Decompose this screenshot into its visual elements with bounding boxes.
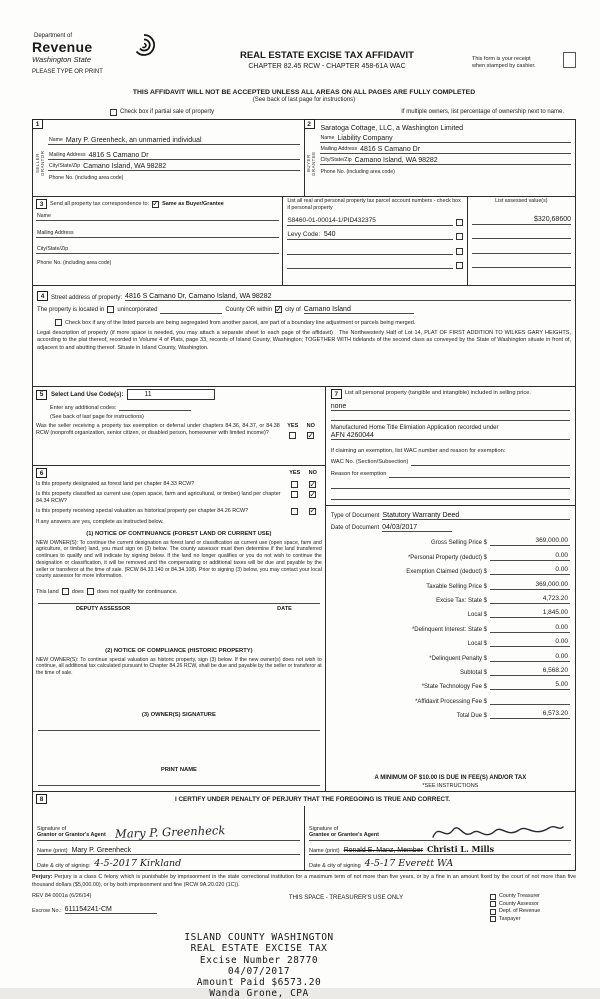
excise-line-value[interactable] — [490, 696, 570, 705]
escrow-number-value[interactable]: 611154241-CM — [65, 906, 157, 914]
stamp-date: 04/07/2017 — [227, 965, 291, 977]
excise-line-value[interactable]: 369,000.00 — [490, 581, 570, 590]
sale-details-section — [325, 386, 576, 792]
parcel-header-line1: List all real and personal property tax parcel — [287, 198, 391, 204]
forest-land-question: Is this property designated as forest land per chapter 84.33 RCW? — [36, 481, 195, 487]
section-7-number: 7 — [331, 389, 342, 399]
excise-line-label: *Delinquent Penalty $ — [429, 655, 487, 662]
excise-line — [331, 609, 570, 618]
excise-line-label: Exemption Claimed (deduct) $ — [406, 569, 487, 576]
parcel-numbers-column — [282, 197, 466, 285]
buyer-grantee-box — [304, 119, 577, 197]
excise-line — [331, 624, 570, 633]
section-3-number: 3 — [36, 199, 47, 209]
land-use-label: Select Land Use Code(s): — [51, 391, 124, 398]
grantee-name-struck: Ronald E. Manz, Member — [343, 847, 423, 854]
section-2-number: 2 — [304, 119, 315, 129]
form-title: REAL ESTATE EXCISE TAX AFFIDAVIT — [239, 50, 414, 61]
excise-line — [331, 595, 570, 604]
reason-blank-line2[interactable] — [331, 489, 570, 500]
q3-yes-checkbox[interactable] — [291, 508, 298, 515]
designation-section — [32, 465, 326, 792]
grantor-signature-label-line1: Signature of — [37, 825, 67, 832]
logo-agency-name: Revenue — [32, 39, 93, 55]
deputy-date-label: DATE — [277, 606, 292, 612]
minimum-fee-note: A MINIMUM OF $10.00 IS DUE IN FEE(S) AND/OR TAX — [374, 775, 527, 781]
exemption-intro: If claiming an exemption, list WAC number and reason for exemption: — [330, 448, 506, 454]
excise-line — [331, 667, 570, 676]
seller-address-value[interactable]: 4816 S Camano Dr — [88, 152, 149, 159]
owners-signature-line[interactable] — [38, 722, 320, 731]
assessed-value-2[interactable] — [472, 230, 571, 239]
grantor-signature-label-line2: Grantor or Grantor's Agent — [37, 832, 106, 839]
buyer-name-value-line1[interactable]: Saratoga Cottage, LLC, a Washington Limited — [320, 125, 464, 132]
form-revision-number: REV 84 0001a (6/26/14) — [32, 893, 92, 900]
corr-name-label: Name — [37, 213, 51, 219]
county-treasurer-checkbox[interactable] — [490, 894, 496, 900]
city-of-label: city of — [285, 306, 301, 313]
corr-csz-label: City/State/Zip — [37, 246, 69, 252]
section-1-number: 1 — [32, 119, 43, 129]
excise-line — [331, 552, 570, 561]
stamp-cashier-name: Wanda Grone, CPA — [209, 988, 309, 999]
perjury-notice — [32, 874, 576, 889]
land-use-code-value[interactable]: 11 — [127, 389, 215, 400]
q3-no-checkbox[interactable]: ✓ — [309, 506, 317, 515]
section-4-number: 4 — [37, 291, 48, 301]
seller-grantor-box — [32, 119, 305, 197]
certification-statement: I CERTIFY UNDER PENALTY OF PERJURY THAT THE FOREGOING IS TRUE AND CORRECT. — [175, 795, 450, 803]
grantee-date-city-label: Date & city of signing — [309, 863, 361, 869]
send-correspondence-label: Send all property tax correspondence to: — [50, 201, 150, 207]
levy-code-value: 540 — [323, 231, 336, 239]
mh-title-note-line2: AFN 4260044 — [330, 432, 374, 439]
grantor-signature[interactable]: Mary P. Greenheck — [114, 823, 226, 841]
land-does-checkbox[interactable] — [62, 588, 69, 595]
s5-no-checkbox[interactable]: ✓ — [307, 430, 315, 440]
excise-line — [331, 537, 570, 546]
parties-row — [32, 119, 576, 197]
additional-codes-field[interactable] — [119, 403, 191, 411]
dept-of-revenue-label: Dept. of Revenue — [499, 908, 541, 915]
deputy-assessor-signature-line[interactable] — [38, 595, 320, 604]
print-name-title: PRINT NAME — [160, 766, 197, 773]
corr-phone-label: Phone No. (including area code) — [37, 260, 112, 266]
receipt-note-line1: This form is your receipt — [472, 56, 531, 62]
grantor-date-city-label: Date & city of signing: — [37, 863, 91, 869]
reason-blank-line1[interactable] — [331, 478, 570, 489]
excise-line-value[interactable]: 369,000.00 — [490, 537, 570, 546]
county-blank-field[interactable] — [160, 306, 222, 314]
stamp-tax-line: REAL ESTATE EXCISE TAX — [190, 943, 328, 955]
grantor-signature-column — [33, 806, 304, 870]
parcel-2-personal-checkbox[interactable] — [456, 233, 463, 240]
grantor-name-print-label: Name (print) — [37, 848, 68, 854]
seller-name-label: Name — [49, 137, 63, 143]
excise-line-label: Local $ — [467, 612, 487, 619]
receipt-note — [472, 33, 576, 87]
footer-row — [32, 893, 576, 923]
legal-description-text[interactable]: The Northwesterly Half of Lot 14, PLAT OF FIRST ADDITION TO WILKES GARY HEIGHTS, according to the plat thereof, recorded in Volume 4 of Plats, page 33, records of Island County, Washington; TOGETHER WITH tidelands of the second class as conveyed by the State of Washington situate in front of, adjacent to and abutting thereof. Situate in Island County, Washington. — [37, 330, 571, 351]
partial-sale-checkbox[interactable] — [110, 109, 117, 116]
excise-line-value[interactable]: 6,573.20 — [490, 710, 570, 719]
excise-line-value[interactable]: 0.00 — [490, 552, 570, 561]
form-header — [32, 33, 576, 87]
q2-no-checkbox[interactable]: ✓ — [309, 489, 317, 499]
doc-type-value[interactable]: Statutory Warranty Deed — [382, 512, 570, 520]
levy-code-row[interactable] — [287, 231, 452, 240]
receipt-note-line2: when stamped by cashier. — [472, 63, 536, 70]
please-type-or-print: PLEASE TYPE OR PRINT — [32, 69, 103, 75]
stamp-excise-number: Excise Number 28770 — [199, 954, 319, 966]
excise-line-value[interactable]: 0.00 — [490, 566, 570, 575]
parcel-1-personal-checkbox[interactable] — [456, 219, 463, 226]
section-6-number: 6 — [36, 468, 47, 478]
grantee-name-print-label: Name (print) — [309, 848, 340, 854]
escrow-number-label: Escrow No.: — [32, 908, 62, 915]
form-chapters: CHAPTER 82.45 RCW - CHAPTER 458-61A WAC — [248, 63, 406, 70]
section-5-number: 5 — [36, 390, 47, 400]
street-address-value[interactable]: 4816 S Camano Dr, Camano Island, WA 98282 — [125, 293, 571, 301]
partial-sale-label: Check box if partial sale of property — [120, 109, 215, 115]
buyer-side-word-1: BUYER — [306, 154, 311, 173]
excise-line-label: Gross Selling Price $ — [430, 540, 487, 547]
seller-name-value[interactable]: Mary P. Greenheck, an unmarried individual — [65, 137, 202, 144]
assessed-value-1[interactable]: $320,68600 — [472, 216, 571, 225]
excise-line-label: Total Due $ — [456, 713, 487, 720]
excise-line-value[interactable]: 1,845.00 — [490, 609, 570, 618]
segregated-checkbox[interactable] — [55, 319, 62, 326]
parcel-4-personal-checkbox[interactable] — [456, 262, 463, 269]
excise-line-label: *Personal Property (deduct) $ — [407, 554, 487, 561]
excise-line-value[interactable]: 0.00 — [490, 653, 570, 662]
buyer-name-label: Name — [320, 135, 335, 141]
current-use-question: Is this property classified as current use (open space, farm and agricultural, or timber) land per chapter 84.34 RCW? — [36, 491, 281, 504]
excise-line — [331, 566, 570, 575]
land-use-section — [32, 386, 326, 466]
buyer-csz-value[interactable]: Camano Island, WA 98282 — [354, 157, 438, 164]
excise-line-value[interactable]: 5.00 — [490, 681, 570, 690]
q1-no-checkbox[interactable]: ✓ — [309, 479, 317, 489]
multiple-owners-note: If multiple owners, list percentage of ownership next to name. — [401, 109, 564, 115]
s6-yes-header: YES — [289, 470, 301, 476]
tax-correspondence-section — [32, 196, 576, 286]
excise-line-value[interactable]: 0.00 — [490, 624, 570, 633]
excise-line-label: *Affidavit Processing Fee $ — [415, 698, 487, 705]
segregated-label: Check box if any of the listed parcels are being segregated from another parcel, are part of a boundary line adjustment or parcels being merged. — [65, 319, 416, 326]
q2-yes-checkbox[interactable] — [291, 491, 298, 498]
mh-title-note-line1: Manufactured Home Title Elimiation Application recorded under — [330, 425, 499, 431]
taxpayer-checkbox[interactable] — [490, 916, 496, 922]
buyer-phone-label: Phone No. (including area code) — [320, 169, 395, 175]
additional-codes-label: Enter any additional codes: — [50, 405, 117, 411]
footer-left — [32, 893, 202, 923]
logo-dept-line: Department of — [34, 33, 73, 39]
legal-description — [37, 330, 571, 352]
seller-phone-label: Phone No. (including area code) — [49, 175, 124, 181]
deputy-assessor-label: DEPUTY ASSESSOR — [76, 606, 131, 612]
grantee-signature-label-line1: Signature of — [309, 825, 339, 832]
wac-label: WAC No. (Section/Subsection) — [330, 459, 409, 465]
does-not-label: does not qualify for continuance. — [96, 588, 178, 595]
right-column — [325, 386, 576, 792]
perjury-label: Perjury: — [32, 874, 53, 880]
assessed-values-header: List assessed value(s) — [495, 198, 548, 204]
parcel-number-4[interactable] — [287, 260, 452, 269]
notice-compliance-title: (2) NOTICE OF COMPLIANCE (HISTORIC PROPERTY) — [105, 647, 253, 654]
s5-no-header: NO — [306, 423, 315, 429]
land-does-not-checkbox[interactable] — [87, 588, 94, 595]
buyer-side-label — [306, 133, 317, 194]
does-label: does — [71, 588, 84, 595]
grantee-date-city-value[interactable]: 4-5-17 Everett WA — [364, 858, 454, 869]
dept-of-revenue-checkbox[interactable] — [490, 909, 496, 915]
historic-property-question: Is this property receiving special valuation as historical property per chapter 84.26 RCW? — [36, 507, 249, 514]
excise-line — [331, 696, 570, 705]
treasurers-use-note: THIS SPACE - TREASURER'S USE ONLY — [288, 895, 404, 902]
title-block — [182, 33, 472, 87]
county-or-within-label: County OR within — [225, 306, 273, 313]
dor-logo — [32, 33, 182, 87]
print-name-line[interactable] — [38, 777, 320, 786]
q1-yes-checkbox[interactable] — [291, 481, 298, 488]
acceptance-warning: THIS AFFIDAVIT WILL NOT BE ACCEPTED UNLESS ALL AREAS ON ALL PAGES ARE FULLY COMPLETED — [132, 89, 476, 96]
grantee-signature-column — [304, 806, 575, 870]
buyer-csz-label: City/State/Zip — [320, 157, 352, 163]
stamp-county-line: ISLAND COUNTY WASHINGTON — [184, 932, 334, 944]
county-assessor-checkbox[interactable] — [490, 901, 496, 907]
excise-line — [331, 638, 570, 647]
assessed-values-column — [467, 197, 575, 285]
document-divider — [326, 505, 575, 506]
unincorporated-checkbox[interactable] — [107, 306, 114, 313]
excise-line-label: *State Technology Fee $ — [421, 684, 487, 691]
grantor-date-city-value[interactable]: 4-5-2017 Kirkland — [94, 858, 182, 869]
parcel-header-line2: account numbers - check box if personal property — [287, 198, 461, 211]
s6-no-header: NO — [308, 470, 317, 476]
excise-line — [331, 581, 570, 590]
excise-line-value[interactable]: 0.00 — [490, 638, 570, 647]
county-treasurer-label: County Treasurer — [499, 893, 540, 900]
legal-description-intro: Legal description of property (if more space is needed, you may attach a separate sheet to each page of the affidavit) — [37, 330, 333, 336]
parcel-3-personal-checkbox[interactable] — [456, 248, 463, 255]
same-as-buyer-checkbox[interactable]: ✓ — [152, 199, 159, 208]
exemption-deferral-question: Was the seller receiving a property tax exemption or deferral under chapters 84.36, 84.37, or 84.38 RCW (nonprofit organization, senior citizen, or disabled person, homeowner with limited income)? — [36, 423, 280, 437]
notice-continuance-title: (1) NOTICE OF CONTINUANCE (FOREST LAND OR CURRENT USE) — [86, 530, 272, 537]
reason-label: Reason for exemption — [330, 471, 387, 477]
left-column — [32, 386, 326, 792]
if-yes-note: If any answers are yes, complete as instructed below. — [36, 518, 164, 525]
see-instructions-note: *SEE INSTRUCTIONS — [422, 783, 479, 789]
owners-signature-title: (3) OWNER(S) SIGNATURE — [141, 712, 216, 719]
excise-line-label: Taxable Selling Price $ — [426, 583, 487, 590]
seller-csz-value[interactable]: Camano Island, WA 98282 — [83, 163, 167, 170]
notice-continuance-text: NEW OWNER(S): To continue the current designation as forest land or classification as current use (open space, farm and agriculture, or timber) land, you must sign on (3) below. The county assessor must then determine if the land transferred continues to qualify and will indicate by signing below. If the land no longer qualifies or you do not wish to continue the designation or classification, it will be removed and the compensating or additional taxes will be due and payable by the seller or transferor at the time of sale. (RCW 84.33.140 or 84.34.108). Prior to signing (3) below, you may contact your local county assessor for more information. — [36, 539, 322, 580]
distribution-list — [490, 893, 576, 923]
buyer-side-word-2: GRANTEE — [311, 151, 317, 176]
personal-property-value[interactable]: none — [330, 403, 347, 410]
buyer-address-value[interactable]: 4816 S Camano Dr — [360, 146, 421, 153]
doc-date-label: Date of Document — [330, 525, 380, 531]
treasurer-stamp — [32, 932, 486, 999]
levy-code-label: Levy Code: — [287, 231, 321, 239]
stamp-amount-paid: Amount Paid $6573.20 — [196, 976, 322, 988]
excise-line-label: *Delinquent Interest: State $ — [411, 626, 487, 633]
grantee-signature[interactable] — [427, 821, 567, 843]
corr-address-label: Mailing Address — [37, 230, 74, 236]
parcel-number-3[interactable] — [287, 246, 452, 255]
assessed-value-4[interactable] — [472, 259, 571, 268]
grantee-signature-label-line2: Grantee or Grantee's Agent — [309, 832, 379, 839]
seller-side-word-1: SELLER — [34, 153, 40, 174]
correspondence-column — [33, 197, 282, 285]
buyer-name-value-line2[interactable]: Liability Company — [337, 135, 393, 142]
cashier-stamp-box — [563, 52, 576, 68]
seller-csz-label: City/State/Zip — [49, 163, 81, 169]
certification-section — [32, 791, 576, 871]
this-land-label: This land — [36, 588, 59, 595]
taxpayer-label: Taxpayer — [499, 915, 521, 922]
property-location-section — [32, 285, 576, 387]
personal-property-label: List all personal property (tangible and intangible) included in selling price. — [344, 390, 531, 396]
notice-compliance-text: NEW OWNER(S): To continue special valuation as historic property, sign (3) below. If the new owner(s) does not wish to continue, all additional tax calculated pursuant to Chapter 84.26 RCW, shall be due and payable by the seller or transferor at the time of sale. — [36, 656, 322, 677]
county-assessor-label: County Assessor — [499, 900, 539, 907]
excise-line-value[interactable]: 6,568.20 — [490, 667, 570, 676]
seller-address-label: Mailing Address — [49, 152, 86, 158]
grantee-name-handwritten[interactable]: Christi L. Mills — [426, 844, 495, 854]
excise-line-label: Local $ — [467, 641, 487, 648]
middle-sections-row — [32, 386, 576, 792]
personal-property-blank-line[interactable] — [331, 411, 570, 421]
excise-line — [331, 710, 570, 719]
parcel-number-1[interactable]: S8460-01-00014-1/PID432375 — [287, 217, 452, 226]
excise-line — [331, 681, 570, 690]
doc-date-value[interactable]: 04/03/2017 — [382, 524, 452, 532]
section-8-number: 8 — [36, 794, 47, 804]
excise-line-label: Subtotal $ — [459, 669, 487, 676]
excise-line-label: Excise Tax: State $ — [436, 597, 487, 604]
city-value[interactable]: Camano Island — [304, 306, 414, 314]
perjury-text: Perjury is a class C felony which is punishable by imprisonment in the state correctional institution for a maximum term of not more than five years, or by a fine in an amount fixed by the court of not more than five thousand dollars ($5,000.00), or by both imprisonment and fine (RCW 9A.20.020 (1C)). — [32, 874, 576, 888]
logo-state-line: Washington State — [32, 55, 92, 64]
dor-swirl-icon — [132, 33, 156, 57]
grantor-name-print-value[interactable]: Mary P. Greenheck — [71, 847, 131, 854]
unincorporated-label: unincorporated — [117, 306, 158, 313]
see-back-note: (See back of last page for instructions) — [252, 97, 356, 103]
see-back-instructions: (See back of last page for instructions) — [50, 414, 144, 420]
excise-line — [331, 653, 570, 662]
street-address-label: Street address of property: — [51, 295, 123, 301]
assessed-value-3[interactable] — [472, 245, 571, 254]
intro-row — [32, 107, 576, 117]
s5-yes-header: YES — [287, 423, 299, 429]
buyer-address-label: Mailing Address — [320, 146, 358, 152]
seller-side-label — [35, 133, 46, 194]
located-in-label: The property is located in — [37, 306, 105, 313]
doc-type-label: Type of Document — [330, 513, 380, 519]
s5-yes-checkbox[interactable] — [289, 432, 296, 439]
same-as-buyer-label: Same as Buyer/Grantee — [162, 201, 224, 207]
city-checkbox[interactable]: ✓ — [275, 304, 282, 314]
excise-line-value[interactable]: 4,723.20 — [490, 595, 570, 604]
seller-side-word-2: GRANTOR — [39, 150, 45, 177]
